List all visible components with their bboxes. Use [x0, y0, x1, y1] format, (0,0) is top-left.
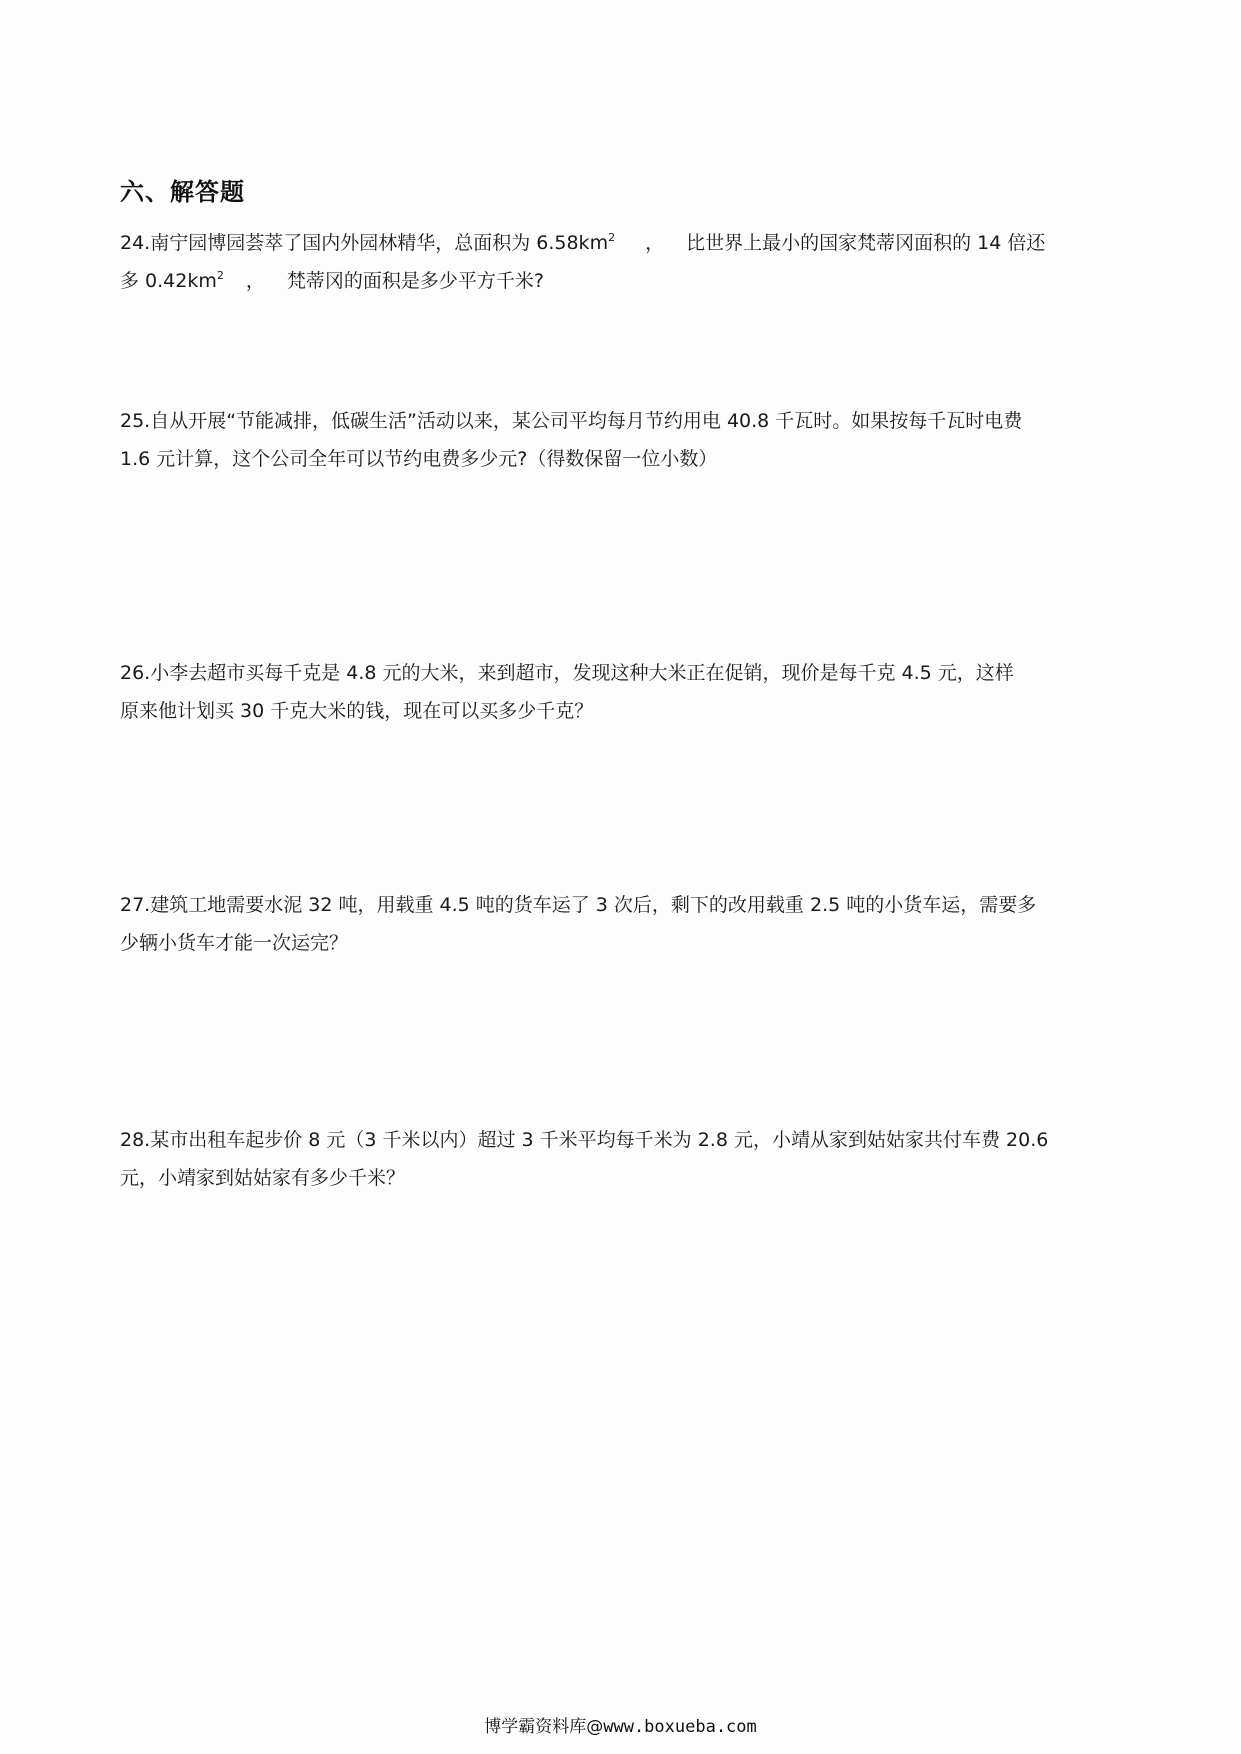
footer-url: www.boxueba.com — [603, 1717, 757, 1737]
question-line: 多 $0.42km^2$ ， 梵蒂冈的面积是多少平方千米? — [120, 269, 544, 292]
superscript: 2 — [216, 269, 224, 282]
question-line: 原来他计划买 30 千克大米的钱，现在可以买多少千克？ — [120, 700, 594, 722]
question-line: 少辆小货车才能一次运完？ — [120, 932, 349, 954]
question-line: 1.6 元计算，这个公司全年可以节约电费多少元?（得数保留一位小数） — [120, 448, 718, 470]
question-line: 元，小靖家到姑姑家有多少千米？ — [120, 1167, 406, 1189]
question-25 — [120, 402, 1130, 478]
question-line: 27.建筑工地需要水泥 32 吨，用载重 4.5 吨的货车运了 3 次后，剩下的改用载重 2.5 吨的小货车运，需要多 — [120, 894, 1037, 916]
question-line: 24.南宁园博园荟萃了国内外园林精华，总面积为 $6.58km^2$ ， 比世界上最小的国家梵蒂冈面积的 14 倍还 — [120, 231, 1046, 254]
question-27 — [120, 886, 1130, 962]
question-24 — [120, 224, 1130, 300]
question-28 — [120, 1121, 1130, 1197]
question-26 — [120, 654, 1130, 730]
question-line: 26.小李去超市买每千克是 4.8 元的大米，来到超市，发现这种大米正在促销，现价是每千克 4.5 元，这样 — [120, 662, 1014, 684]
section-title: 六、解答题 — [120, 178, 245, 206]
page-footer — [0, 1712, 1241, 1737]
footer-brand: 博学霸资料库@ — [484, 1717, 604, 1737]
superscript: 2 — [608, 231, 616, 244]
question-line: 25.自从开展“节能减排，低碳生活”活动以来，某公司平均每月节约用电 40.8 千瓦时。如果按每千瓦时电费 — [120, 410, 1023, 432]
question-line: 28.某市出租车起步价 8 元（3 千米以内）超过 3 千米平均每千米为 2.8 元，小靖从家到姑姑家共付车费 20.6 — [120, 1129, 1049, 1151]
